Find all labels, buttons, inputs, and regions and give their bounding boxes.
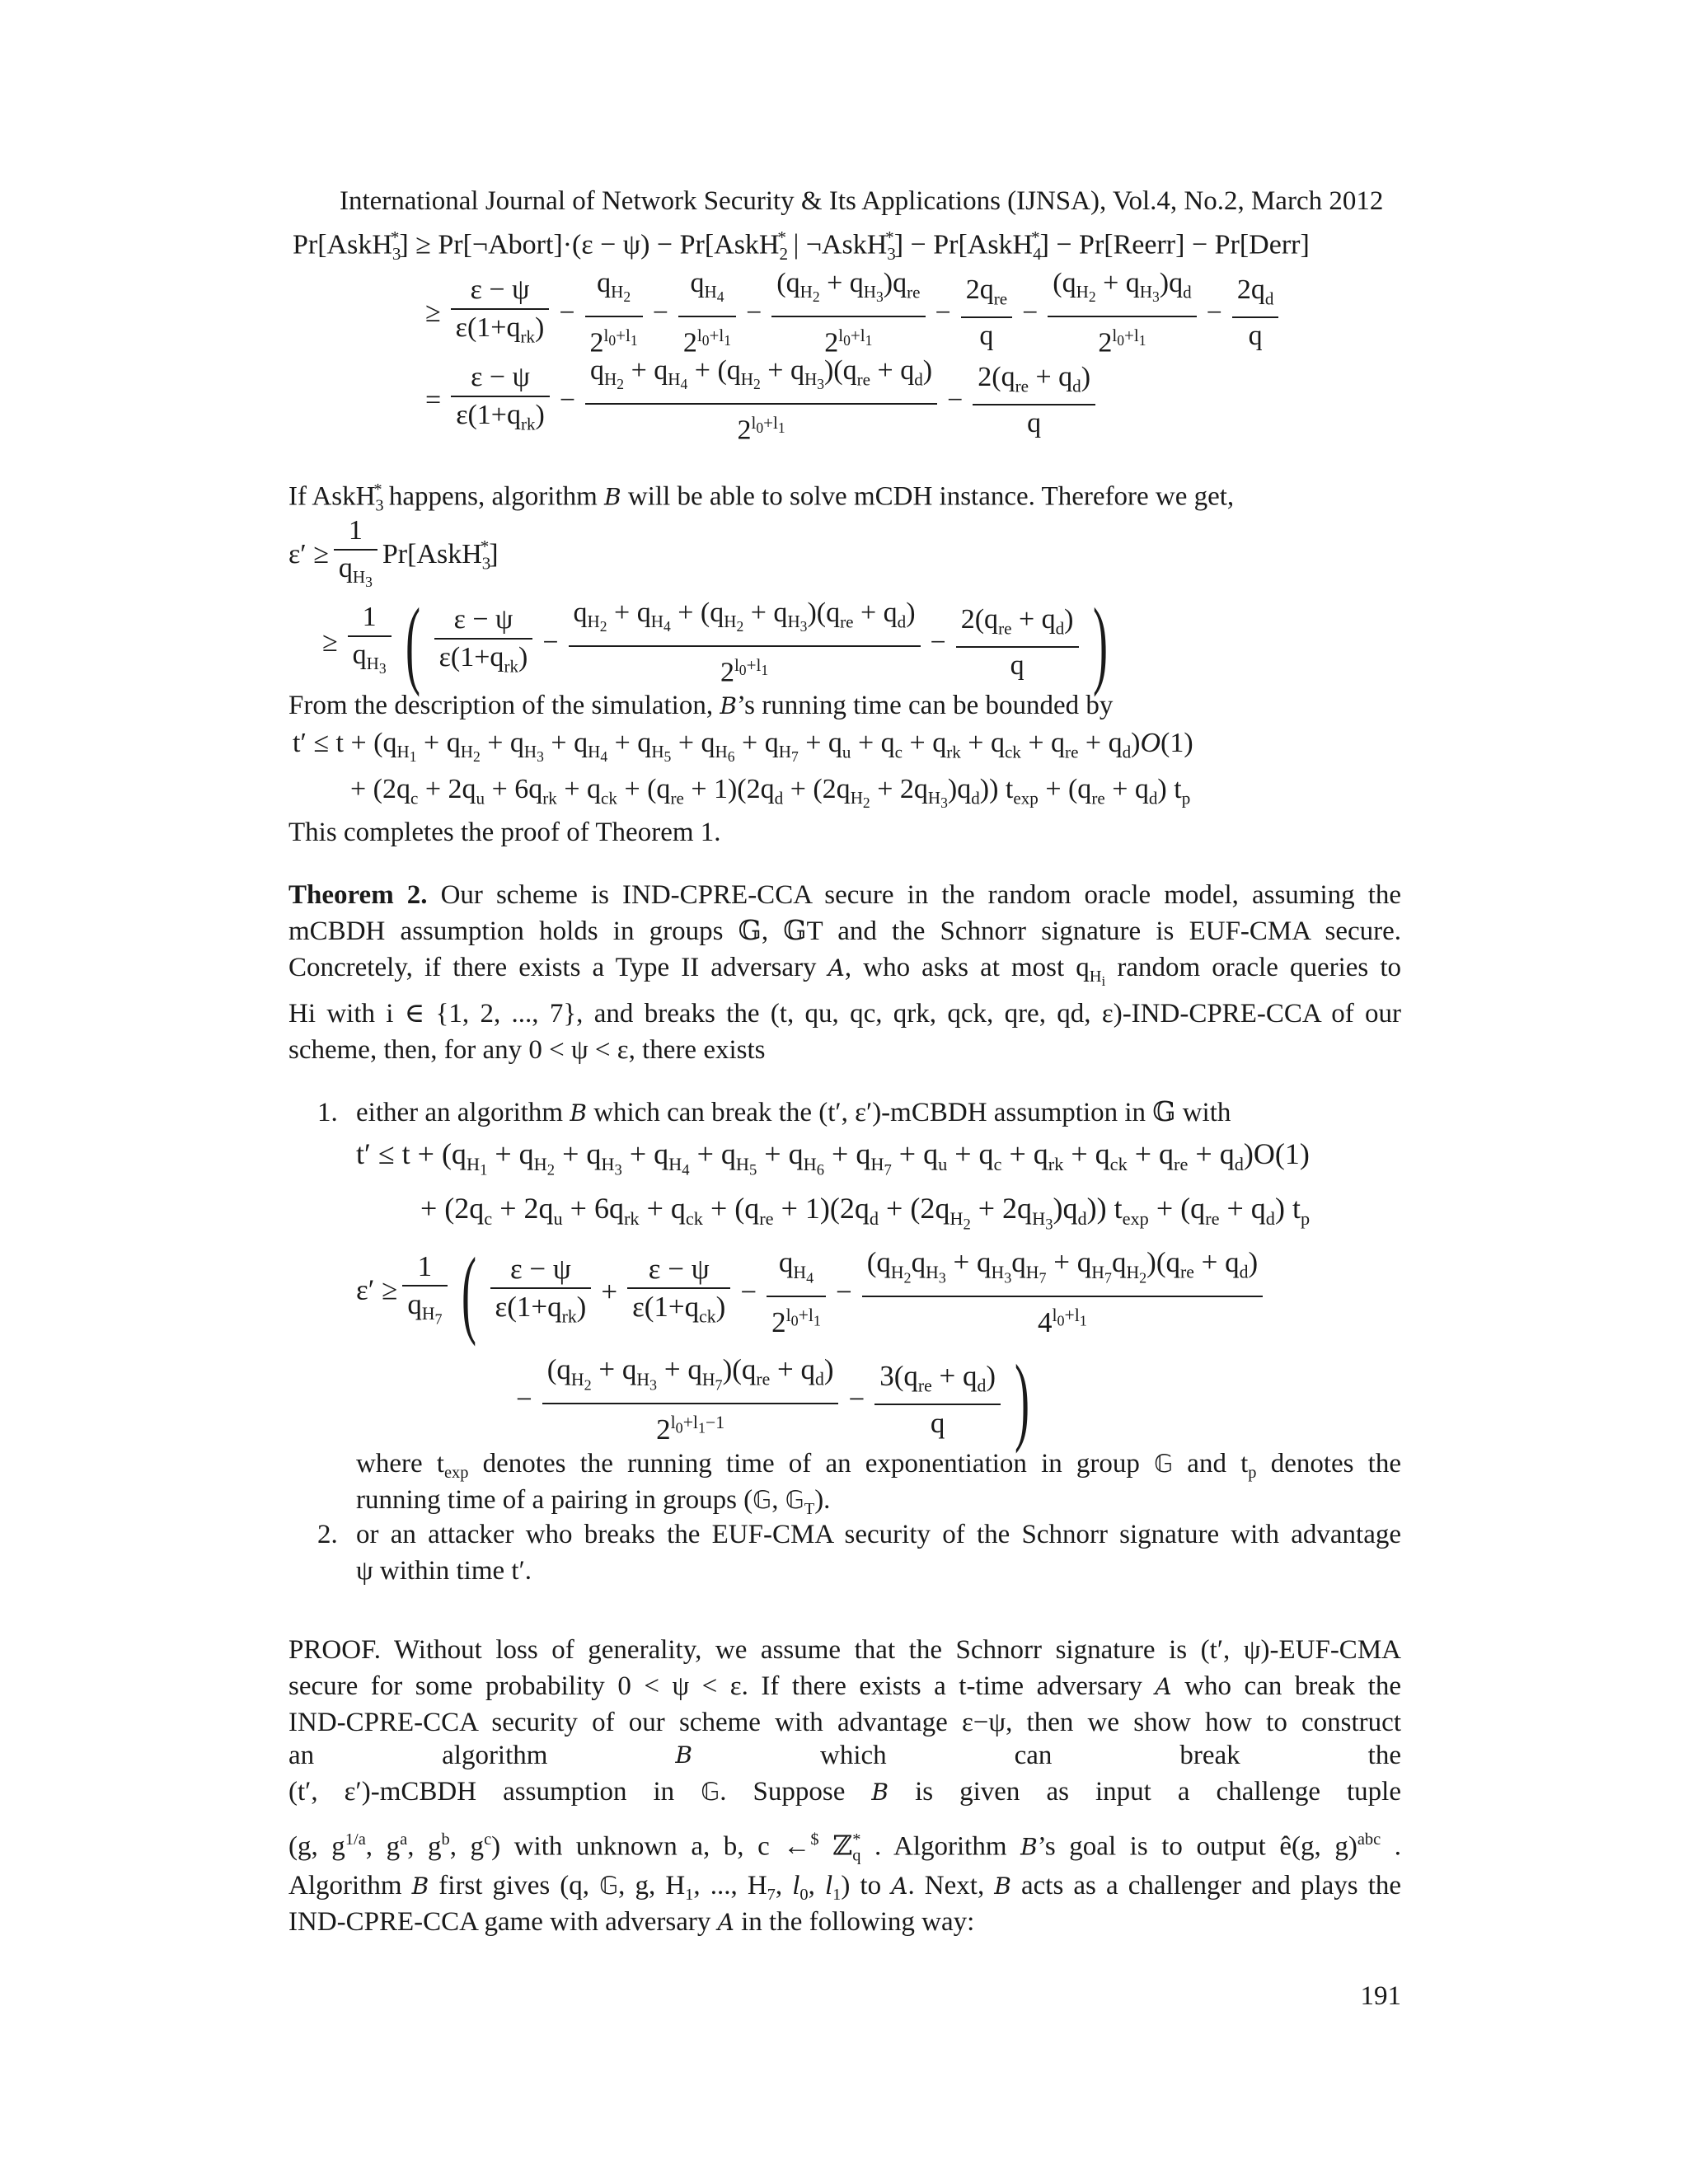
list-item-2-number: 2. [317,1520,338,1549]
theorem-2-line-2: mCBDH assumption holds in groups 𝔾, 𝔾T and the Schnorr signature is EUF-CMA secure. [288,916,1401,946]
where-text-line-2: running time of a pairing in groups (𝔾, 𝔾$_T$). [356,1485,831,1519]
equation-2-line-2: ≥ $\frac{1}{q_{H_3}}$ ( $\frac{\varepsilon - \psi}{\varepsilon(1+q_{rk})}$ − $\frac{q_{H_2} + q_{H_4} + (q_{H_2} + q_{H_3})(q_{re} + q_d)}{2^{l_0+l_1}}$ − $\frac{2(q_{re} + q_d)}{q}$ ) [322,588,1108,698]
simulation-line: From the description of the simulation, B’s running time can be bounded by [288,691,1114,720]
equation-3-line-2: + $(2q_c + 2q_u + 6q_{rk} + q_{ck} + (q_{re} + 1)(2q_d + (2q_{H_2} + 2q_{H_3})q_d)) t_{exp} + (q_{re} + q_d)$ $t_p$ [350,774,1191,812]
proof-line-4: an algorithm B which can break the [288,1741,1401,1770]
theorem-2-line-3: Concretely, if there exists a Type II adversary A, who asks at most $q_{H_i}$ random oracle queries to [288,953,1401,990]
theorem-2-line-1: Theorem 2. Our scheme is IND-CPRE-CCA secure in the random oracle model, assuming the [288,880,1402,910]
proof-line-2: secure for some probability 0 < ψ < ε. If there exists a t-time adversary A who can break the [288,1671,1402,1701]
proof-line-5: (t′, ε′)-mCBDH assumption in 𝔾. Suppose B is given as input a challenge tuple [288,1777,1402,1807]
if-askh-line: If AskH$_3$* happens, algorithm B will be able to solve mCDH instance. Therefore we get, [288,480,1235,515]
proof-line-6: (g, $g^{1/a}$, $g^a$, $g^b$, $g^c$) with unknown a, b, c ←$ ℤ$_q$* . Algorithm B’s goal is to output ê(g, g)$^{abc}$ . [288,1830,1402,1865]
equation-1-line-1: Pr[AskH$_3$*] ≥ Pr[¬Abort]·(ε − ψ) − Pr[AskH$_2$* | ¬AskH$_3$*] − Pr[AskH$_4$*] − Pr[Reerr] − Pr[Derr] [293,227,1310,265]
proof-line-8: IND-CPRE-CCA game with adversary A in the following way: [288,1907,975,1937]
equation-4-line-2: + $(2q_c + 2q_u + 6q_{rk} + q_{ck} + (q_{re} + 1)(2q_d + (2q_{H_2} + 2q_{H_3})q_d)) t_{exp} + (q_{re} + q_d)$ $t_p$ [420,1192,1311,1234]
theorem-title: Theorem 2. [288,880,428,910]
running-header: International Journal of Network Security & Its Applications (IJNSA), Vol.4, No.2, March 2012 [340,186,1384,216]
proof-line-1: PROOF. Without loss of generality, we assume that the Schnorr signature is (t′, ψ)-EUF-CMA [288,1635,1401,1665]
proof-line-3: IND-CPRE-CCA security of our scheme with advantage ε−ψ, then we show how to construct [288,1708,1401,1737]
equation-1-line-3: = $\frac{\varepsilon - \psi}{\varepsilon(1+q_{rk})}$ − $\frac{q_{H_2} + q_{H_4} + (q_{H_2} + q_{H_3})(q_{re} + q_d)}{2^{l_0+l_1}}$ − $\frac{2(q_{re} + q_d)}{q}$ [420,353,1100,448]
list-item-1-number: 1. [317,1098,338,1127]
theorem-2-line-5: scheme, then, for any 0 < ψ < ε, there exists [288,1035,766,1065]
equation-4-line-1: $t' \le t + (q_{H_1} + q_{H_2} + q_{H_3} + q_{H_4} + q_{H_5} + q_{H_6} + q_{H_7} + q_u + q_c + q_{rk} + q_{ck} + q_{re} + q_d)O(1)$ [356,1137,1310,1179]
where-text-line-1: where $t_{exp}$ denotes the running time of an exponentiation in group 𝔾 and $t_p$ denotes the [356,1449,1401,1483]
theorem-2-line-4: Hi with i ∈ {1, 2, ..., 7}, and breaks the (t, qu, qc, qrk, qck, qre, qd, ε)-IND-CPRE-CCA of our [288,999,1401,1029]
list-item-1-text: either an algorithm B which can break the (t′, ε′)-mCBDH assumption in 𝔾 with [356,1098,1231,1127]
proof-line-7: Algorithm B first gives (q, 𝔾, g, $H_1$, ..., $H_7$, $l_0$, $l_1$) to A. Next, B acts as a challenger and plays the [288,1871,1402,1905]
equation-4-line-3: ε′ ≥ $\frac{1}{q_{H_7}}$ ( $\frac{\varepsilon - \psi}{\varepsilon(1+q_{rk})}$ + $\frac{\varepsilon - \psi}{\varepsilon(1+q_{ck})}$ − $\frac{q_{H_4}}{2^{l_0+l_1}}$ − $\frac{(q_{H_2}q_{H_3} + q_{H_3}q_{H_7} + q_{H_7}q_{H_2})(q_{re} + q_d)}{4^{l_0+l_1}}$ [356,1244,1268,1341]
page-number: 191 [1360,1981,1401,2011]
algorithm-b-symbol: B [604,483,621,511]
equation-3-line-1: $t' \le t + (q_{H_1} + q_{H_2} + q_{H_3} + q_{H_4} + q_{H_5} + q_{H_6} + q_{H_7} + q_u + q_c + q_{rk} + q_{ck} + q_{re} + q_d)O(1)$ [293,728,1193,766]
list-item-2-line-2: ψ within time t′. [356,1556,532,1586]
equation-2-line-1: ε′ ≥ $\frac{1}{q_{H_3}}$ Pr[AskH$_3$*] [288,513,499,601]
equation-1-line-2: ≥ $\frac{\varepsilon - \psi}{\varepsilon(1+q_{rk})}$ − $\frac{q_{H_2}}{2^{l_0+l_1}}$ − $\frac{q_{H_4}}{2^{l_0+l_1}}$ − $\frac{(q_{H_2} + q_{H_3})q_{re}}{2^{l_0+l_1}}$ − $\frac{2q_{re}}{q}$ − $\frac{(q_{H_2} + q_{H_3})q_d}{2^{l_0+l_1}}$ − $\frac{2q_d}{q}$ [420,265,1283,361]
proof-complete-line: This completes the proof of Theorem 1. [288,818,721,847]
list-item-2-line-1: or an attacker who breaks the EUF-CMA security of the Schnorr signature with advantage [356,1520,1401,1549]
equation-4-line-4: − $\frac{(q_{H_2} + q_{H_3} + q_{H_7})(q_{re} + q_d)}{2^{l_0+l_1-1}}$ − $\frac{3(q_{re} + q_d)}{q}$ ) [516,1344,1029,1455]
